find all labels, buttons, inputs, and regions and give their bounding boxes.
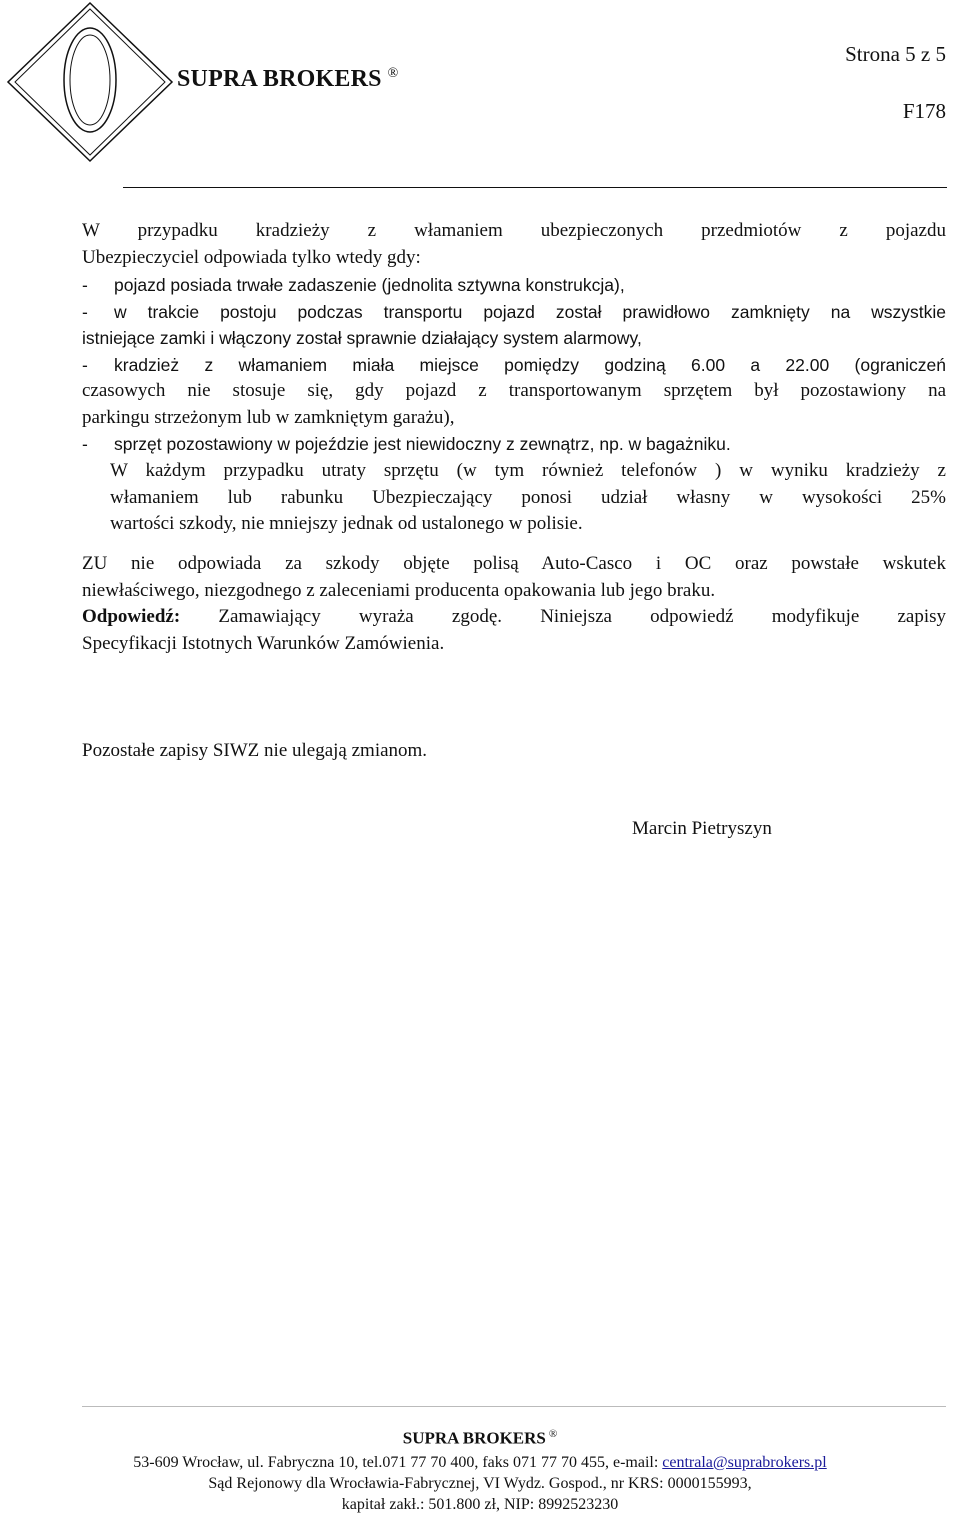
registered-mark: ® xyxy=(387,66,399,81)
answer-block xyxy=(82,604,946,657)
text-line: Ubezpieczyciel odpowiada tylko wtedy gdy: xyxy=(82,246,421,268)
list-item-continuation: istniejące zamki i włączony został sprawnie działający system alarmowy, xyxy=(82,328,642,348)
footer-brand: SUPRA BROKERS ® xyxy=(402,1428,558,1448)
list-item-continuation: czasowych nie stosuje się, gdy pojazd z transportowanym sprzętem był pozostawiony na xyxy=(82,380,946,401)
text-line: ZU nie odpowiada za szkody objęte polisą Auto-Casco i OC oraz powstałe wskutek xyxy=(82,553,946,574)
list-item: - w trakcie postoju podczas transportu pojazd został prawidłowo zamknięty na wszystkie xyxy=(82,301,946,322)
brand-name: SUPRA BROKERS ® xyxy=(177,66,399,92)
text-line: wartości szkody, nie mniejszy jednak od ustalonego w polisie. xyxy=(110,513,583,534)
list-item: - kradzież z włamaniem miała miejsce pomiędzy godziną 6.00 a 22.00 (ograniczeń xyxy=(82,354,946,375)
footer-email-link[interactable]: centrala@suprabrokers.pl xyxy=(662,1453,827,1471)
page-number: Strona 5 z 5 xyxy=(845,42,946,66)
list-item-continuation: parkingu strzeżonym lub w zamkniętym garażu), xyxy=(82,406,455,428)
condition-list xyxy=(82,272,946,458)
answer-label: Odpowiedź: xyxy=(82,606,181,627)
footer xyxy=(0,1424,960,1515)
signature: Marcin Pietryszyn xyxy=(632,818,772,839)
footer-divider xyxy=(82,1406,946,1407)
company-logo xyxy=(0,0,175,170)
footer-court: Sąd Rejonowy dla Wrocławia-Fabrycznej, VI Wydz. Gospod., nr KRS: 0000155993, xyxy=(208,1474,752,1492)
paragraph-deductible xyxy=(82,458,946,538)
footer-address: 53-609 Wrocław, ul. Fabryczna 10, tel.071 77 70 400, faks 071 77 70 455, e-mail: centrala@suprabrokers.pl xyxy=(133,1453,827,1471)
text-line: Odpowiedź: Zamawiający wyraża zgodę. Niniejsza odpowiedź modyfikuje zapisy xyxy=(82,606,947,627)
closing-statement: Pozostałe zapisy SIWZ nie ulegają zmianom. xyxy=(82,740,428,761)
text-line: W przypadku kradzieży z włamaniem ubezpieczonych przedmiotów z pojazdu xyxy=(82,220,946,241)
text-line: włamaniem lub rabunku Ubezpieczający ponosi udział własny w wysokości 25% xyxy=(110,486,946,508)
paragraph-theft-intro xyxy=(82,218,946,271)
footer-capital: kapitał zakł.: 501.800 zł, NIP: 8992523230 xyxy=(341,1495,619,1513)
text-line: W każdym przypadku utraty sprzętu (w tym również telefonów ) w wyniku kradzieży z xyxy=(110,460,946,481)
header-divider xyxy=(123,187,947,188)
document-code: F178 xyxy=(902,99,946,123)
text-line: niewłaściwego, niezgodnego z zaleceniami producenta opakowania lub jego braku. xyxy=(82,579,716,601)
text-line: Specyfikacji Istotnych Warunków Zamówienia. xyxy=(82,632,445,654)
paragraph-exclusions xyxy=(82,551,946,604)
list-item: - pojazd posiada trwałe zadaszenie (jednolita sztywna konstrukcja), xyxy=(82,275,625,295)
list-item: - sprzęt pozostawiony w pojeździe jest niewidoczny z zewnątrz, np. w bagażniku. xyxy=(82,434,731,454)
